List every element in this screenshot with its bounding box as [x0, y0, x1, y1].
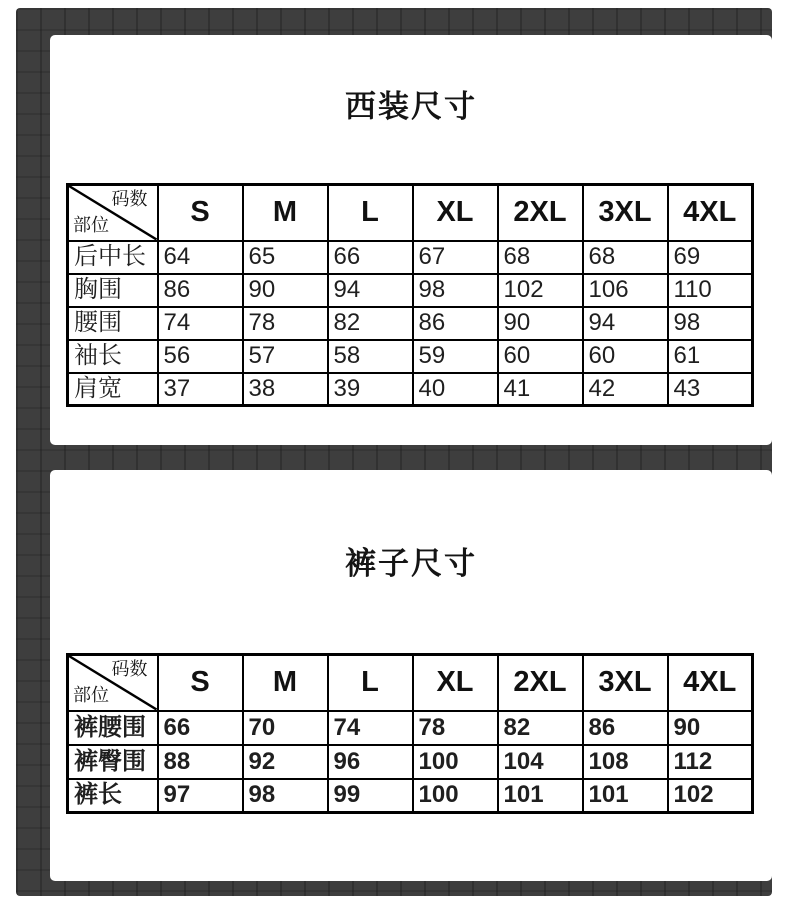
- row-label: 袖长: [68, 340, 158, 373]
- size-value-cell: 98: [668, 307, 753, 340]
- table-row: [68, 745, 753, 779]
- table-row: [68, 340, 753, 373]
- size-value-cell: 60: [583, 340, 668, 373]
- corner-header-cell: [68, 185, 158, 241]
- row-label: 后中长: [68, 241, 158, 274]
- size-value-cell: 37: [158, 373, 243, 406]
- table-row: [68, 711, 753, 745]
- size-column-header: XL: [413, 655, 498, 711]
- size-value-cell: 40: [413, 373, 498, 406]
- size-value-cell: 57: [243, 340, 328, 373]
- size-value-cell: 99: [328, 779, 413, 813]
- size-column-header: 3XL: [583, 655, 668, 711]
- size-value-cell: 90: [243, 274, 328, 307]
- size-value-cell: 65: [243, 241, 328, 274]
- size-value-cell: 64: [158, 241, 243, 274]
- size-value-cell: 68: [583, 241, 668, 274]
- size-column-header: M: [243, 185, 328, 241]
- size-value-cell: 108: [583, 745, 668, 779]
- size-column-header: 2XL: [498, 185, 583, 241]
- size-value-cell: 67: [413, 241, 498, 274]
- table-row: [68, 307, 753, 340]
- size-value-cell: 100: [413, 745, 498, 779]
- size-value-cell: 86: [158, 274, 243, 307]
- size-value-cell: 69: [668, 241, 753, 274]
- size-value-cell: 82: [328, 307, 413, 340]
- size-value-cell: 39: [328, 373, 413, 406]
- size-value-cell: 74: [158, 307, 243, 340]
- size-value-cell: 86: [413, 307, 498, 340]
- size-value-cell: 98: [243, 779, 328, 813]
- row-label: 胸围: [68, 274, 158, 307]
- corner-label-part: 部位: [73, 214, 109, 235]
- table-row: [68, 274, 753, 307]
- row-label: 裤长: [68, 779, 158, 813]
- size-value-cell: 97: [158, 779, 243, 813]
- table-header-row: [68, 655, 753, 711]
- size-column-header: S: [158, 655, 243, 711]
- size-value-cell: 38: [243, 373, 328, 406]
- size-value-cell: 42: [583, 373, 668, 406]
- size-column-header: M: [243, 655, 328, 711]
- size-column-header: L: [328, 185, 413, 241]
- size-column-header: 4XL: [668, 655, 753, 711]
- size-value-cell: 90: [498, 307, 583, 340]
- suit-size-panel: [50, 35, 772, 445]
- size-value-cell: 58: [328, 340, 413, 373]
- size-value-cell: 101: [498, 779, 583, 813]
- size-value-cell: 82: [498, 711, 583, 745]
- table-header-row: [68, 185, 753, 241]
- size-value-cell: 70: [243, 711, 328, 745]
- dark-textured-background: [16, 8, 772, 896]
- size-value-cell: 66: [328, 241, 413, 274]
- table-row: [68, 241, 753, 274]
- size-value-cell: 66: [158, 711, 243, 745]
- size-value-cell: 90: [668, 711, 753, 745]
- size-value-cell: 56: [158, 340, 243, 373]
- size-value-cell: 74: [328, 711, 413, 745]
- corner-label-size: 码数: [111, 189, 148, 209]
- size-value-cell: 61: [668, 340, 753, 373]
- size-value-cell: 102: [668, 779, 753, 813]
- size-value-cell: 110: [668, 274, 753, 307]
- pants-size-table: [66, 653, 754, 814]
- size-column-header: L: [328, 655, 413, 711]
- size-value-cell: 88: [158, 745, 243, 779]
- size-value-cell: 98: [413, 274, 498, 307]
- size-value-cell: 43: [668, 373, 753, 406]
- size-value-cell: 78: [413, 711, 498, 745]
- table-row: [68, 779, 753, 813]
- size-value-cell: 68: [498, 241, 583, 274]
- pants-size-panel: [50, 470, 772, 881]
- row-label: 肩宽: [68, 373, 158, 406]
- size-value-cell: 60: [498, 340, 583, 373]
- size-value-cell: 94: [583, 307, 668, 340]
- size-value-cell: 104: [498, 745, 583, 779]
- size-value-cell: 59: [413, 340, 498, 373]
- size-column-header: XL: [413, 185, 498, 241]
- size-value-cell: 86: [583, 711, 668, 745]
- size-column-header: 3XL: [583, 185, 668, 241]
- table-row: [68, 373, 753, 406]
- size-column-header: 2XL: [498, 655, 583, 711]
- suit-table-title: 西装尺寸: [345, 89, 477, 124]
- size-value-cell: 41: [498, 373, 583, 406]
- size-column-header: 4XL: [668, 185, 753, 241]
- size-value-cell: 101: [583, 779, 668, 813]
- corner-label-part: 部位: [73, 684, 109, 705]
- size-value-cell: 92: [243, 745, 328, 779]
- size-value-cell: 78: [243, 307, 328, 340]
- corner-header-cell: [68, 655, 158, 711]
- size-value-cell: 100: [413, 779, 498, 813]
- size-value-cell: 112: [668, 745, 753, 779]
- size-value-cell: 102: [498, 274, 583, 307]
- size-column-header: S: [158, 185, 243, 241]
- row-label: 裤臀围: [68, 745, 158, 779]
- row-label: 腰围: [68, 307, 158, 340]
- pants-table-title: 裤子尺寸: [345, 546, 477, 581]
- size-value-cell: 106: [583, 274, 668, 307]
- corner-label-size: 码数: [111, 659, 148, 679]
- suit-size-table: [66, 183, 754, 407]
- size-value-cell: 96: [328, 745, 413, 779]
- row-label: 裤腰围: [68, 711, 158, 745]
- size-value-cell: 94: [328, 274, 413, 307]
